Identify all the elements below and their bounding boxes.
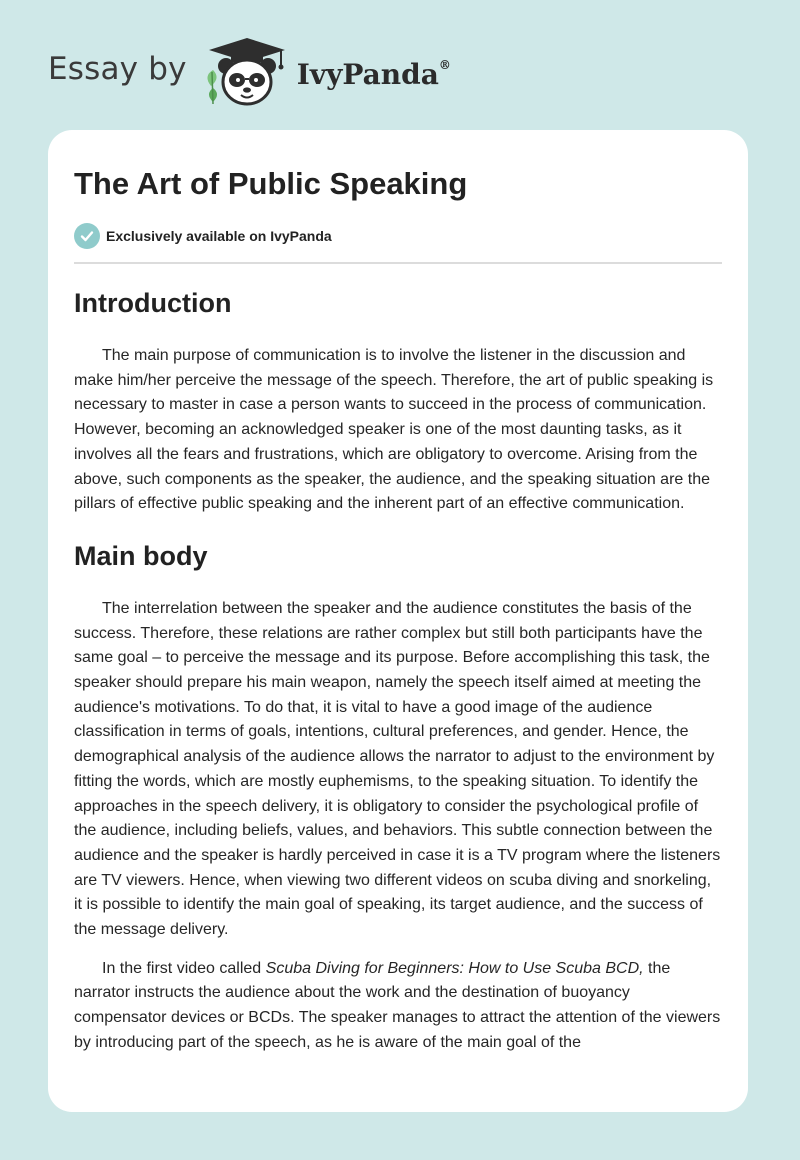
checkmark-icon (74, 223, 100, 249)
essay-card (48, 130, 748, 1112)
paragraph-main-body-1: The interrelation between the speaker and the audience constitutes the basis of the success. Therefore, these relations are rather complex but still both participants have the same goal – to perceive the message and its purpose. Before accomplishing this task, the speaker should prepare his main weapon, namely the speech itself aimed at meeting the audience's motivations. To do that, it is vital to have a good image of the audience classification in terms of goals, intentions, cultural preferences, and gender. Hence, the demographical analysis of the audience allows the narrator to adjust to the environment by fitting the words, which are mostly euphemisms, to the speaking situation. To identify the approaches in the speech delivery, it is obligatory to consider the psychological profile of the audience, including beliefs, values, and behaviors. This subtle connection between the audience and the speaker is hardly perceived in case it is a TV program where the listeners are TV viewers. Hence, when viewing two different videos on scuba diving and snorkeling, it is possible to identify the main goal of speaking, its target audience, and the success of the message delivery. (74, 599, 721, 939)
essay-title: The Art of Public Speaking (74, 166, 468, 201)
site-header (48, 36, 451, 108)
panda-logo-icon[interactable] (201, 36, 293, 108)
section-heading-introduction: Introduction (74, 288, 232, 318)
brand-name[interactable]: IvyPanda® (296, 57, 451, 91)
exclusive-badge-text: Exclusively available on IvyPanda (106, 228, 332, 244)
exclusive-badge (74, 222, 722, 250)
essay-by-label: Essay by (48, 51, 187, 87)
paragraph-introduction-1: The main purpose of communication is to involve the listener in the discussion and make him/her perceive the message of the speech. Therefore, the art of public speaking is necessary to master in case a person wants to succeed in the process of communication. However, becoming an acknowledged speaker is one of the most daunting tasks, as it involves all the fears and frustrations, which are obligatory to overcome. Arising from the above, such components as the speaker, the audience, and the speaking situation are the pillars of effective public speaking and the inherent part of an effective communication. (74, 347, 714, 513)
paragraph-main-body-2: In the first video called Scuba Diving for Beginners: How to Use Scuba BCD, the narrator instructs the audience about the work and the destination of buoyancy compensator devices or BCDs. The speaker manages to attract the attention of the viewers by introducing part of the speech, as he is aware of the main goal of the (74, 959, 721, 1051)
title-divider (74, 262, 722, 264)
video-title: Scuba Diving for Beginners: How to Use Scuba BCD, (265, 959, 644, 977)
section-heading-main-body: Main body (74, 540, 208, 571)
